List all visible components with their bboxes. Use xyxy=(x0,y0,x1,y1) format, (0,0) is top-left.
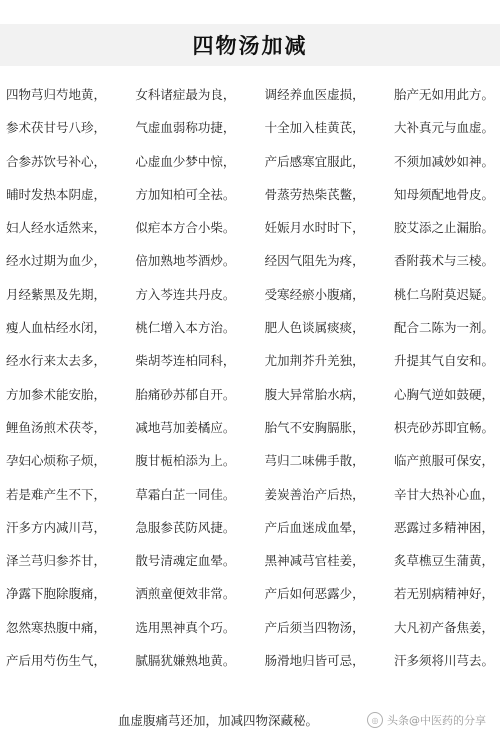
verse-phrase: 方入芩连共丹皮。 xyxy=(135,286,236,302)
verse-phrase: 经水过期为血少， xyxy=(6,253,107,269)
verse-phrase: 产后血迷成血晕， xyxy=(264,519,365,535)
verse-phrase: 临产煎服可保安， xyxy=(393,453,494,469)
title-band xyxy=(0,24,500,66)
verse-phrase: 芎归二味佛手散， xyxy=(264,453,365,469)
verse-line xyxy=(6,444,494,477)
verse-phrase: 鲤鱼汤煎术茯苓， xyxy=(6,419,107,435)
verse-line xyxy=(6,411,494,444)
verse-phrase: 肥人色谈属痰痰， xyxy=(264,320,365,336)
verse-phrase: 倍加熟地芩酒炒。 xyxy=(135,253,236,269)
verse-phrase: 恶露过多精神困， xyxy=(393,519,494,535)
verse-phrase: 合参苏饮号补心， xyxy=(6,153,107,169)
verse-phrase: 胎气不安胸膈胀， xyxy=(264,419,365,435)
verse-phrase: 升提其气自安和。 xyxy=(393,353,494,369)
verse-phrase: 参术茯甘号八珍， xyxy=(6,120,107,136)
verse-phrase: 胎产无如用此方。 xyxy=(393,87,494,102)
verse-line xyxy=(6,577,494,610)
verse-phrase: 经因气阻先为疼， xyxy=(264,253,365,269)
verse-phrase: 方加参术能安胎， xyxy=(6,386,107,402)
verse-phrase: 汗多须将川芎去。 xyxy=(393,653,494,669)
verse-phrase: 姜炭善治产后热， xyxy=(264,486,365,502)
verse-lines xyxy=(6,78,494,677)
verse-phrase: 受寒经瘀小腹痛， xyxy=(264,286,365,302)
verse-phrase: 方加知柏可全祛。 xyxy=(135,186,236,202)
verse-phrase: 心胸气逆如鼓硬， xyxy=(393,386,494,402)
verse-phrase: 气虚血弱称功捷， xyxy=(135,120,236,136)
verse-phrase: 十全加入桂黄芪， xyxy=(264,120,365,136)
verse-phrase: 腹大异常胎水病， xyxy=(264,386,365,402)
verse-phrase: 产后用芍伤生气， xyxy=(6,653,107,669)
watermark xyxy=(367,712,486,728)
verse-phrase: 四物芎归芍地黄， xyxy=(6,87,107,102)
verse-phrase: 不须加减妙如神。 xyxy=(393,153,494,169)
verse-phrase: 妇人经水适然来， xyxy=(6,220,107,236)
verse-phrase: 桃仁乌附莫迟疑。 xyxy=(393,286,494,302)
verse-phrase: 产后如何恶露少， xyxy=(264,586,365,602)
verse-phrase: 胶艾添之止漏胎。 xyxy=(393,220,494,236)
verse-phrase: 经水行来太去多， xyxy=(6,353,107,369)
verse-phrase: 似疟本方合小柴。 xyxy=(135,220,236,236)
verse-phrase: 骨蒸劳热柴芪鳖， xyxy=(264,186,365,202)
verse-phrase: 女科诸症最为良， xyxy=(135,87,236,102)
verse-phrase: 胎痛砂苏郁自开。 xyxy=(135,386,236,402)
verse-phrase: 晡时发热本阴虚， xyxy=(6,186,107,202)
verse-line xyxy=(6,644,494,677)
verse-phrase: 腹甘栀柏添为上。 xyxy=(135,453,236,469)
verse-phrase: 散号清魂定血晕。 xyxy=(135,553,236,569)
verse-phrase: 大补真元与血虚。 xyxy=(393,120,494,136)
verse-phrase: 选用黑神真个巧。 xyxy=(135,619,236,635)
verse-phrase: 辛甘大热补心血， xyxy=(393,486,494,502)
verse-phrase: 草霜白芷一同佳。 xyxy=(135,486,236,502)
verse-phrase: 尤加荆芥升羌独， xyxy=(264,353,365,369)
verse-phrase: 肠滑地归皆可忌， xyxy=(264,653,365,669)
verse-phrase: 柴胡芩连柏同科， xyxy=(135,353,236,369)
verse-phrase: 汗多方内减川芎， xyxy=(6,519,107,535)
verse-phrase: 调经养血医虚损， xyxy=(264,87,365,102)
verse-line xyxy=(6,111,494,144)
verse-phrase: 泽兰芎归参芥甘， xyxy=(6,553,107,569)
toutiao-logo-icon: ◎ xyxy=(367,712,383,728)
verse-line xyxy=(6,145,494,178)
verse-phrase: 瘦人血枯经水闭， xyxy=(6,320,107,336)
verse-phrase: 净露下胞除腹痛， xyxy=(6,586,107,602)
verse-line xyxy=(6,611,494,644)
verse-phrase: 月经紫黑及先期， xyxy=(6,286,107,302)
verse-phrase: 急服参芪防风捷。 xyxy=(135,519,236,535)
verse-phrase: 知母须配地骨皮。 xyxy=(393,186,494,202)
verse-phrase: 若是难产生不下， xyxy=(6,486,107,502)
watermark-text: 头条@中医药的分享 xyxy=(387,714,486,727)
verse-line xyxy=(6,344,494,377)
verse-phrase: 大凡初产备焦姜， xyxy=(393,619,494,635)
verse-phrase: 枳壳砂苏即宜畅。 xyxy=(393,419,494,435)
verse-line xyxy=(6,78,494,111)
verse-line xyxy=(6,378,494,411)
verse-line xyxy=(6,211,494,244)
verse-line xyxy=(6,478,494,511)
verse-phrase: 炙草樵豆生蒲黄， xyxy=(393,553,494,569)
verse-phrase: 桃仁增入本方治。 xyxy=(135,320,236,336)
verse-line xyxy=(6,544,494,577)
verse-phrase: 忽然寒热腹中痛， xyxy=(6,619,107,635)
verse-line xyxy=(6,278,494,311)
verse-phrase: 妊娠月水时时下， xyxy=(264,220,365,236)
verse-last-line: 血虚腹痛芎还加，加减四物深藏秘。 xyxy=(118,713,319,728)
verse-phrase: 黑神减芎官桂姜， xyxy=(264,553,365,569)
verse-line xyxy=(6,244,494,277)
verse-line xyxy=(6,311,494,344)
verse-phrase: 若无别病精神好， xyxy=(393,586,494,602)
verse-phrase: 产后感寒宜服此， xyxy=(264,153,365,169)
verse-phrase: 孕妇心烦称子烦， xyxy=(6,453,107,469)
verse-phrase: 香附莪术与三棱。 xyxy=(393,253,494,269)
verse-phrase: 心虚血少梦中惊， xyxy=(135,153,236,169)
verse-phrase: 产后须当四物汤， xyxy=(264,619,365,635)
page-title: 四物汤加减 xyxy=(192,33,308,58)
verse-phrase: 洒煎童便效非常。 xyxy=(135,586,236,602)
verse-phrase: 减地芎加姜橘应。 xyxy=(135,419,236,435)
verse-line xyxy=(6,178,494,211)
verse-phrase: 配合二陈为一剂。 xyxy=(393,320,494,336)
verse-line xyxy=(6,511,494,544)
verse-phrase: 腻膈犹嫌熟地黄。 xyxy=(135,653,236,669)
